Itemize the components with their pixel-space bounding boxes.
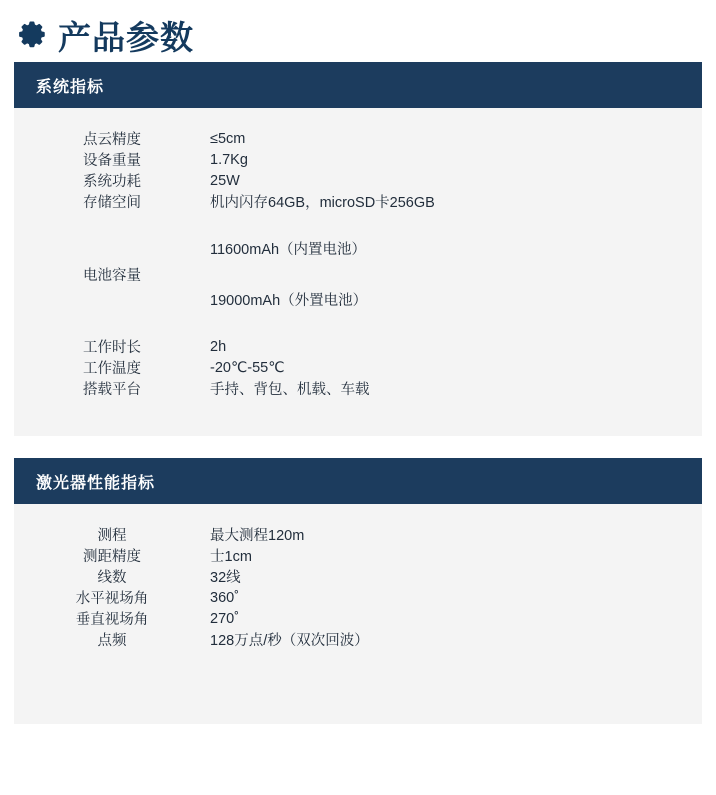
section-title: 系统指标 [36,78,105,96]
table-row [14,357,702,378]
spec-label: 测距精度 [83,549,141,565]
spec-label: 垂直视场角 [75,612,149,628]
spec-value: 机内闪存64GB，microSD卡256GB [210,195,435,211]
table-row [14,608,702,629]
spec-value-group [210,212,702,336]
section-title: 激光器性能指标 [36,474,156,492]
page-title: 产品参数 [58,18,194,56]
spec-value: 19000mAh（外置电池） [210,293,368,309]
spec-label: 工作时长 [83,340,141,356]
section-system-specs [14,62,702,436]
spec-value: 25W [210,172,240,189]
spec-table [14,128,702,399]
spec-label: 存储空间 [83,195,141,211]
spec-label: 电池容量 [83,267,141,284]
table-row [14,191,702,212]
section-header [14,458,702,504]
spec-value: 1.7Kg [210,151,248,168]
table-row [14,566,702,587]
page-header [0,0,716,62]
spec-label: 系统功耗 [83,174,141,190]
table-row [14,336,702,357]
spec-table [14,524,702,650]
spec-value: 32线 [210,570,241,586]
spec-label: 线数 [97,570,127,586]
table-row [14,545,702,566]
table-row [14,128,702,149]
table-row [14,524,702,545]
table-row [14,587,702,608]
spec-label: 点频 [97,633,127,649]
section-body [14,108,702,436]
spec-value: 128万点/秒（双次回波） [210,633,369,649]
spec-value: 360˚ [210,589,240,606]
spec-value: 2h [210,338,227,355]
section-header [14,62,702,108]
spec-value: 270˚ [210,610,240,627]
spec-label: 水平视场角 [75,591,149,607]
table-row [14,149,702,170]
section-body [14,504,702,724]
spec-label: 搭载平台 [83,382,141,398]
spec-value: 手持、背包、机载、车载 [210,382,370,398]
table-row [14,629,702,650]
spec-value: 最大测程120m [210,528,305,544]
spec-value: -20℃-55℃ [210,359,285,376]
spec-label: 工作温度 [83,361,141,377]
spec-label: 设备重量 [83,153,141,169]
table-row [14,378,702,399]
spec-value: ≤5cm [210,130,246,147]
spec-label: 点云精度 [83,132,141,148]
section-laser-specs [14,458,702,724]
spec-value: 士1cm [210,549,252,565]
table-row [14,170,702,191]
spec-value: 11600mAh（内置电池） [210,242,367,258]
gear-icon [14,20,48,54]
spec-label: 测程 [97,528,127,544]
table-row [14,212,702,336]
